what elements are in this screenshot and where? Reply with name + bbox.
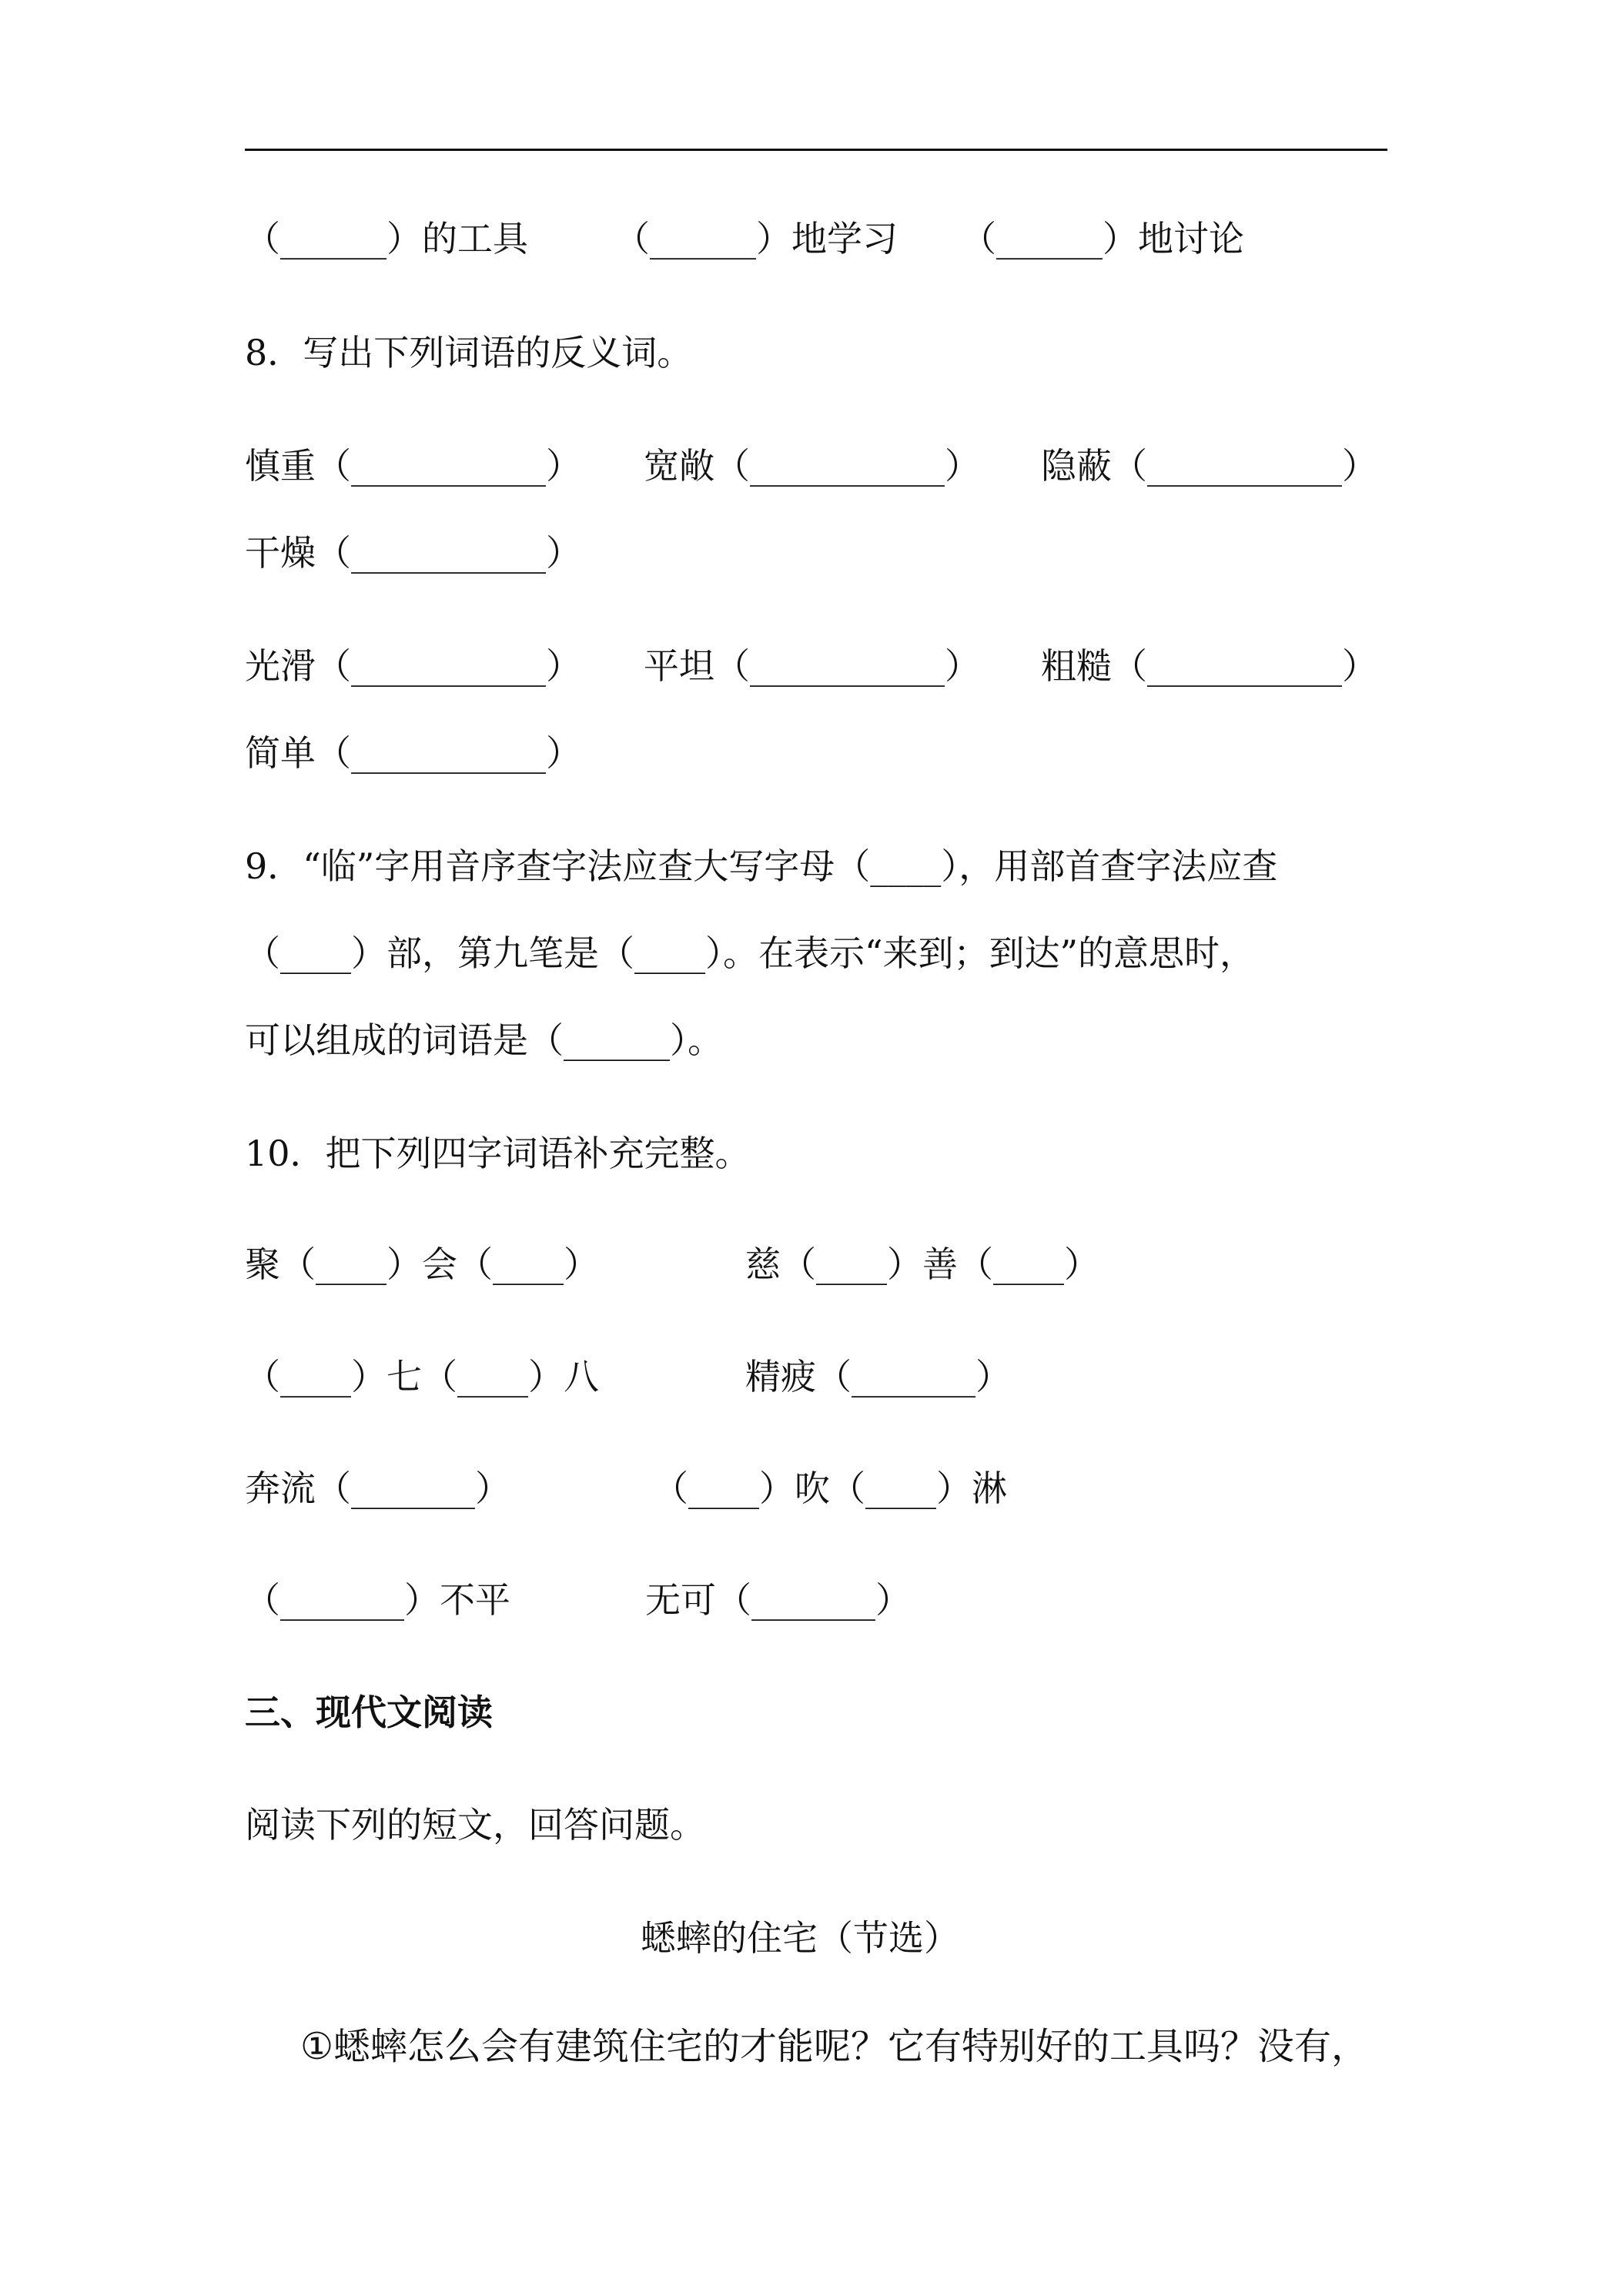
idiom-item: 慈（____）善（____） xyxy=(745,1243,1099,1285)
idiom-item: 奔流（_______） xyxy=(245,1468,510,1509)
top-rule xyxy=(245,149,1387,151)
antonym-item: 隐蔽（___________） xyxy=(1041,445,1377,487)
antonym-item: 光滑（___________） xyxy=(245,645,581,687)
antonym-item: 慎重（___________） xyxy=(245,445,581,487)
idiom-item: 聚（____）会（____） xyxy=(245,1243,599,1285)
section-heading: 三、现代文阅读 xyxy=(245,1692,493,1733)
passage-paragraph: ①蟋蟀怎么会有建筑住宅的才能呢？它有特别好的工具吗？没有， xyxy=(300,2025,1369,2068)
q9-line1: 9．“临”字用音序查字法应查大写字母（____），用部首查字法应查 xyxy=(245,845,1278,887)
antonym-item: 简单（___________） xyxy=(245,732,581,774)
fill-blank-tool: （______）的工具 xyxy=(245,218,528,259)
idiom-item: 无可（_______） xyxy=(645,1579,911,1621)
q10-heading: 10．把下列四字词语补充完整。 xyxy=(245,1133,751,1174)
idiom-item: （____）吹（____）淋 xyxy=(653,1468,1007,1509)
idiom-item: （_______）不平 xyxy=(245,1579,510,1621)
fill-blank-discuss: （______）地讨论 xyxy=(961,218,1244,259)
q9-line2: （____）部，第九笔是（____）。在表示“来到；到达”的意思时， xyxy=(245,932,1256,974)
idiom-item: 精疲（_______） xyxy=(745,1356,1011,1397)
passage-title: 蟋蟀的住宅（节选） xyxy=(641,1917,959,1959)
antonym-item: 粗糙（___________） xyxy=(1041,645,1377,687)
idiom-item: （____）七（____）八 xyxy=(245,1356,599,1397)
reading-instruction: 阅读下列的短文，回答问题。 xyxy=(245,1804,705,1846)
antonym-item: 平坦（___________） xyxy=(644,645,980,687)
antonym-item: 干燥（___________） xyxy=(245,532,581,574)
antonym-item: 宽敞（___________） xyxy=(644,445,980,487)
fill-blank-study: （______）地学习 xyxy=(614,218,898,259)
q9-line3: 可以组成的词语是（______）。 xyxy=(245,1019,723,1061)
q8-heading: 8．写出下列词语的反义词。 xyxy=(245,332,693,373)
